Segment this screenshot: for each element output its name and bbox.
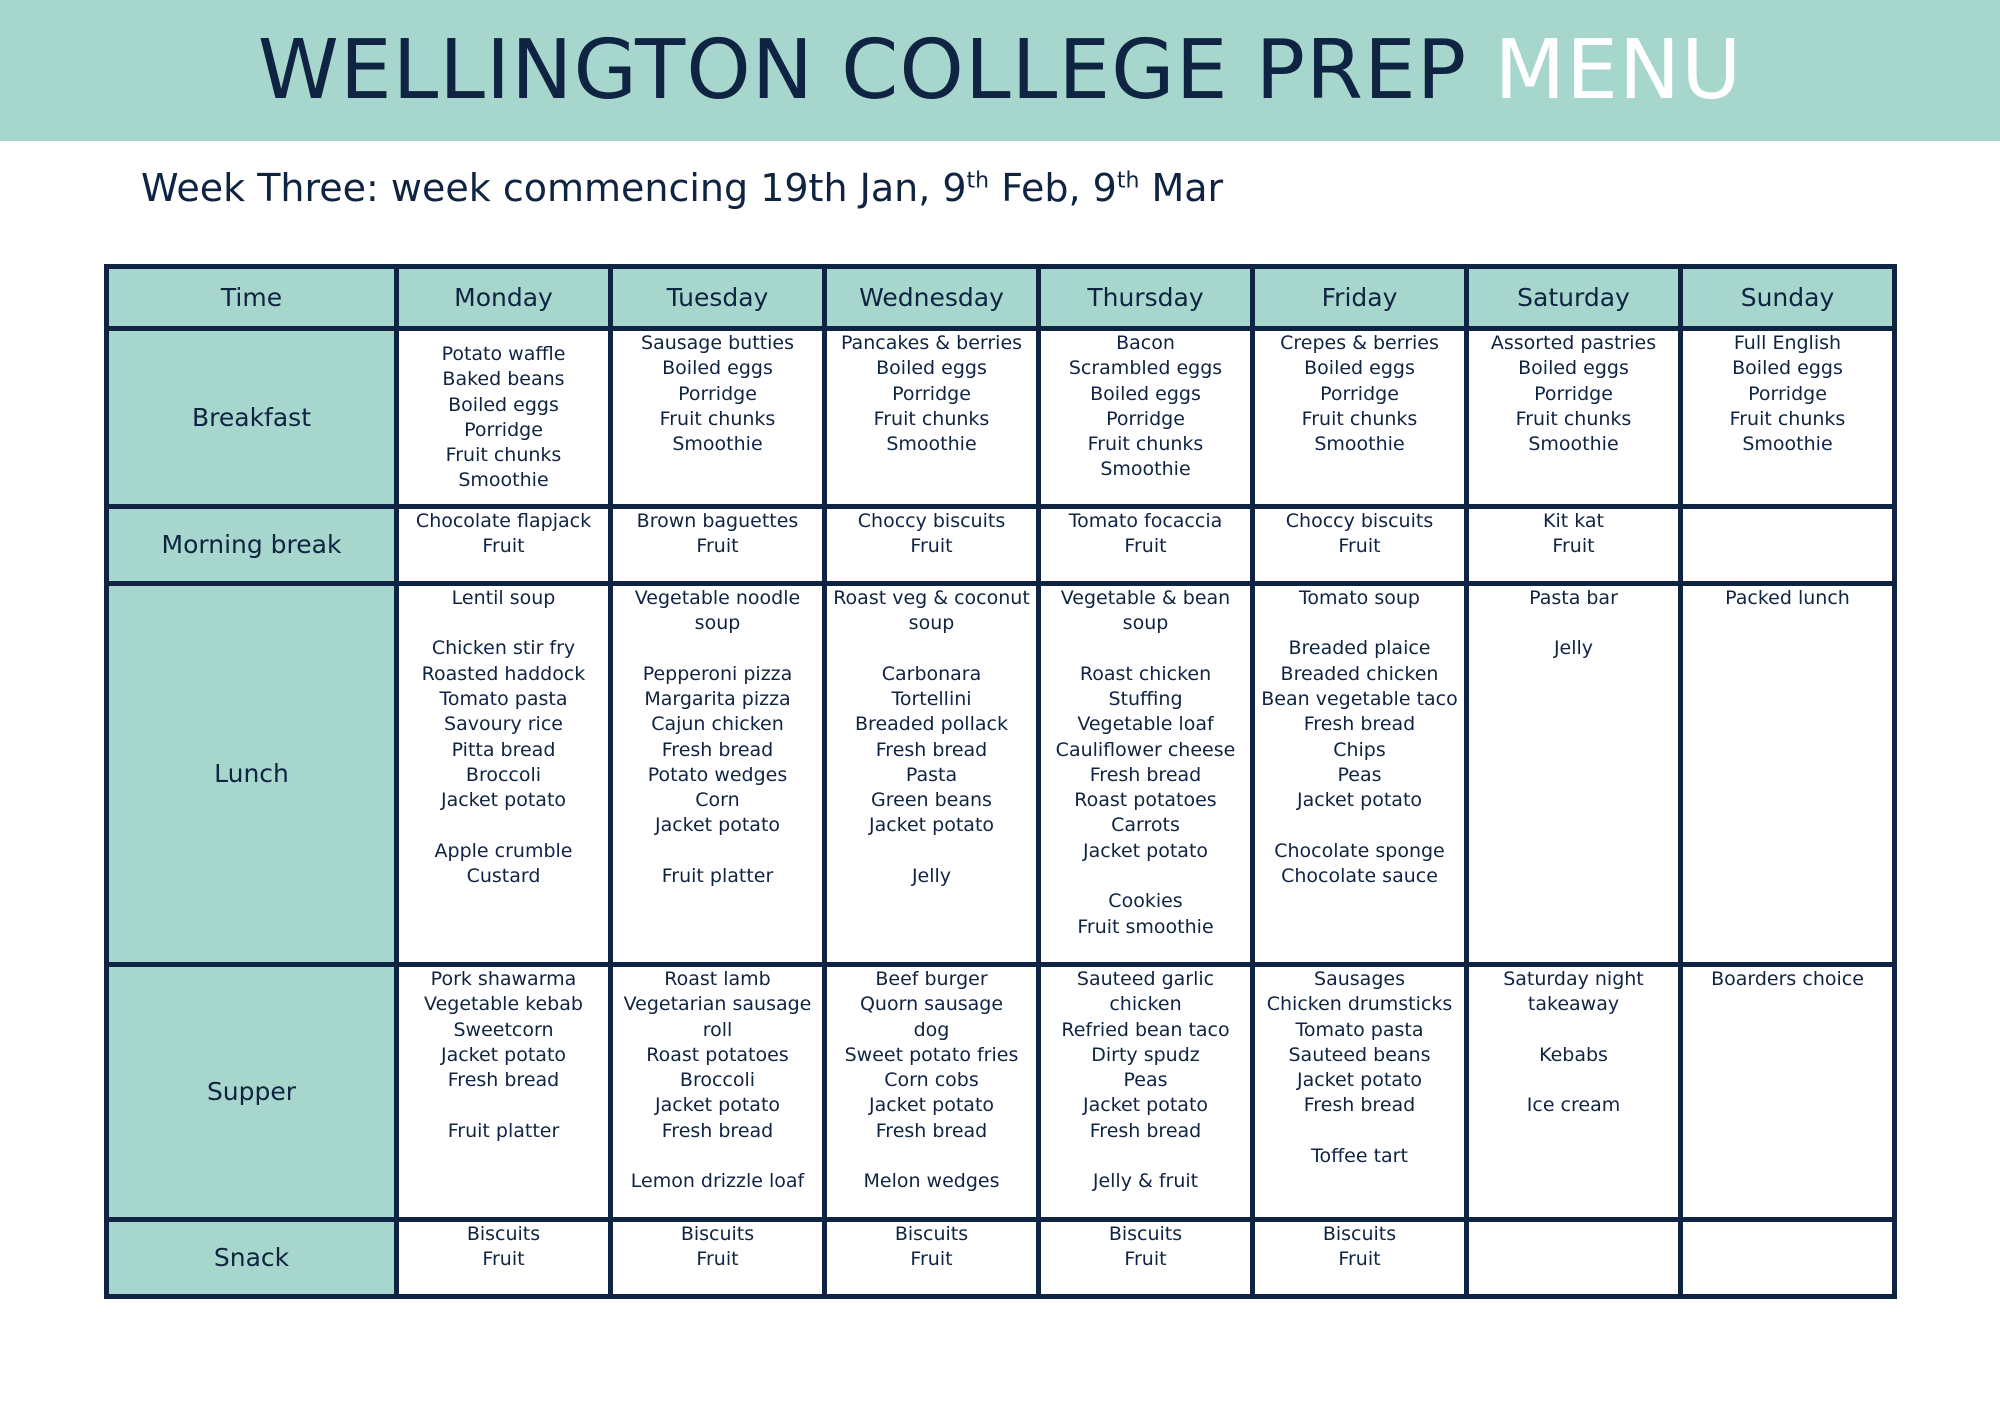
menu-item: Jacket potato	[440, 1043, 567, 1066]
menu-item: Breaded chicken	[1280, 662, 1439, 685]
spacer-line	[399, 611, 608, 636]
header-row	[107, 267, 1895, 329]
header-saturday: Saturday	[1467, 267, 1681, 329]
menu-item: Sweet potato fries	[844, 1043, 1019, 1066]
menu-item: Vegetable kebab	[424, 993, 583, 1016]
cell-lunch-monday	[397, 583, 611, 964]
menu-item: Biscuits	[1108, 1222, 1183, 1245]
menu-item: Pancakes & berries	[840, 332, 1023, 354]
subtitle-sup-1: th	[966, 168, 990, 194]
spacer-line	[827, 636, 1036, 661]
menu-item: Fruit	[696, 1248, 739, 1271]
menu-item: Jacket potato	[1082, 1094, 1209, 1117]
menu-item: Boiled eggs	[1090, 382, 1201, 405]
row-breakfast	[107, 329, 1895, 507]
cell-lunch-tuesday	[611, 583, 825, 964]
menu-item: Roasted haddock	[421, 662, 586, 685]
row-label-supper: Supper	[107, 964, 397, 1219]
spacer-line	[613, 839, 822, 864]
cell-snack-monday	[397, 1219, 611, 1296]
menu-item: Cookies	[1108, 890, 1183, 913]
cell-lunch-friday	[1253, 583, 1467, 964]
menu-item: Chocolate sauce	[1281, 865, 1438, 888]
menu-item: Fruit platter	[447, 1119, 560, 1142]
menu-item: Sausage butties	[641, 332, 794, 354]
menu-item: Kit kat	[1543, 509, 1604, 532]
menu-item: Scrambled eggs	[1068, 357, 1223, 380]
menu-item: Boiled eggs	[1518, 357, 1629, 380]
menu-item: Chips	[1333, 738, 1386, 761]
cell-snack-sunday	[1681, 1219, 1895, 1296]
menu-item: Roast chicken	[1079, 662, 1212, 685]
menu-item: Jacket potato	[868, 814, 995, 837]
row-supper	[107, 964, 1895, 1219]
menu-item: Smoothie	[672, 433, 763, 456]
title-banner	[0, 0, 2000, 141]
menu-item: Jacket potato	[440, 789, 567, 812]
menu-item: Kebabs	[1539, 1043, 1608, 1066]
cell-morning-break-tuesday	[611, 506, 825, 583]
menu-item: Lentil soup	[451, 586, 556, 609]
row-label-snack: Snack	[107, 1219, 397, 1296]
menu-item: Pepperoni pizza	[642, 662, 793, 685]
menu-item: Pasta	[905, 763, 958, 786]
menu-item: Roast veg & coconut	[833, 586, 1030, 609]
menu-item: Crepes & berries	[1280, 332, 1439, 354]
menu-item: Beef burger	[875, 967, 988, 990]
menu-item: Corn cobs	[884, 1069, 979, 1092]
menu-item: Biscuits	[1322, 1222, 1397, 1245]
menu-item: Fruit chunks	[1087, 433, 1204, 456]
cell-supper-wednesday	[825, 964, 1039, 1219]
cell-morning-break-sunday	[1681, 506, 1895, 583]
menu-item: Brown baguettes	[636, 509, 799, 532]
row-label-breakfast: Breakfast	[107, 329, 397, 507]
cell-morning-break-thursday	[1039, 506, 1253, 583]
menu-item: Fruit chunks	[1301, 407, 1418, 430]
cell-snack-tuesday	[611, 1219, 825, 1296]
menu-item: Stuffing	[1108, 687, 1183, 710]
menu-item: Roast potatoes	[646, 1043, 789, 1066]
cell-supper-tuesday	[611, 964, 825, 1219]
menu-item: Broccoli	[465, 763, 542, 786]
row-morning-break	[107, 506, 1895, 583]
menu-item: Fruit	[482, 534, 525, 557]
menu-item: Biscuits	[466, 1222, 541, 1245]
menu-item: Sweetcorn	[453, 1018, 554, 1041]
title-accent: MENU	[1494, 22, 1743, 118]
header-wednesday: Wednesday	[825, 267, 1039, 329]
menu-item: Savoury rice	[444, 713, 563, 736]
menu-item: Carbonara	[881, 662, 982, 685]
menu-item: Sauteed garlic	[1076, 967, 1215, 990]
cell-supper-sunday	[1681, 964, 1895, 1219]
spacer-line	[1255, 611, 1464, 636]
menu-item: Fruit	[1552, 534, 1595, 557]
menu-item: Porridge	[464, 418, 543, 441]
spacer-line	[1469, 1018, 1678, 1043]
menu-item: Tomato pasta	[1295, 1018, 1424, 1041]
cell-lunch-sunday	[1681, 583, 1895, 964]
spacer-line	[827, 1144, 1036, 1169]
menu-item: Breaded pollack	[855, 713, 1008, 736]
menu-item: Boiled eggs	[1732, 357, 1843, 380]
cell-breakfast-friday	[1253, 329, 1467, 507]
menu-item: Biscuits	[894, 1222, 969, 1245]
menu-item: takeaway	[1527, 993, 1620, 1016]
menu-item: Fruit chunks	[1729, 407, 1846, 430]
header-time: Time	[107, 267, 397, 329]
menu-item: Fruit chunks	[445, 444, 562, 467]
menu-item: Chocolate sponge	[1274, 839, 1445, 862]
subtitle-prefix: Week Three: week commencing 19th Jan, 9	[141, 166, 967, 210]
menu-item: Potato wedges	[647, 763, 788, 786]
header-friday: Friday	[1253, 267, 1467, 329]
menu-item: Porridge	[892, 382, 971, 405]
menu-item: Cauliflower cheese	[1055, 738, 1236, 761]
menu-item: chicken	[1109, 993, 1182, 1016]
menu-item: Roast lamb	[664, 967, 771, 990]
cell-snack-friday	[1253, 1219, 1467, 1296]
menu-item: Fresh bread	[1089, 763, 1202, 786]
cell-morning-break-friday	[1253, 506, 1467, 583]
spacer-line	[399, 1093, 608, 1118]
menu-item: Fresh bread	[1089, 1119, 1202, 1142]
menu-item: Peas	[1337, 763, 1382, 786]
menu-item: Toffee tart	[1311, 1145, 1408, 1168]
menu-item: Fruit chunks	[1515, 407, 1632, 430]
menu-item: Choccy biscuits	[857, 509, 1006, 532]
row-label-morning-break: Morning break	[107, 506, 397, 583]
cell-lunch-saturday	[1467, 583, 1681, 964]
cell-morning-break-wednesday	[825, 506, 1039, 583]
menu-item: Boiled eggs	[662, 357, 773, 380]
subtitle-mid: Feb, 9	[989, 166, 1117, 210]
menu-item: Bean vegetable taco	[1261, 687, 1458, 710]
spacer-line	[1255, 1119, 1464, 1144]
menu-item: Porridge	[678, 382, 757, 405]
menu-item: Sauteed beans	[1288, 1043, 1431, 1066]
menu-item: Tomato pasta	[439, 687, 568, 710]
week-subtitle	[141, 166, 1223, 210]
header-sunday: Sunday	[1681, 267, 1895, 329]
menu-item: Apple crumble	[434, 839, 573, 862]
menu-item: soup	[908, 612, 955, 635]
menu-item: roll	[702, 1018, 733, 1041]
cell-snack-thursday	[1039, 1219, 1253, 1296]
menu-item: Fruit	[1338, 1248, 1381, 1271]
menu-item: Potato waffle	[441, 343, 566, 365]
menu-item: Jelly	[911, 865, 952, 888]
menu-item: Fresh bread	[875, 738, 988, 761]
menu-item: Boiled eggs	[448, 393, 559, 416]
menu-item: Jacket potato	[654, 1094, 781, 1117]
row-label-lunch: Lunch	[107, 583, 397, 964]
menu-item: Fruit	[910, 534, 953, 557]
menu-item: Vegetable & bean	[1060, 586, 1231, 609]
menu-item: Full English	[1733, 332, 1842, 354]
menu-item: Tortellini	[891, 687, 972, 710]
cell-breakfast-tuesday	[611, 329, 825, 507]
menu-item: Smoothie	[1742, 433, 1833, 456]
menu-item: Jacket potato	[1296, 789, 1423, 812]
row-lunch	[107, 583, 1895, 964]
menu-item: Custard	[466, 865, 541, 888]
menu-item: Baked beans	[442, 368, 565, 391]
spacer-line	[1255, 813, 1464, 838]
spacer-line	[1041, 1144, 1250, 1169]
menu-item: Chicken stir fry	[431, 637, 576, 660]
menu-item: Pork shawarma	[430, 967, 577, 990]
menu-item: Vegetable noodle	[634, 586, 801, 609]
menu-item: Green beans	[871, 789, 992, 812]
cell-lunch-wednesday	[825, 583, 1039, 964]
menu-item: Dirty spudz	[1091, 1043, 1200, 1066]
cell-breakfast-saturday	[1467, 329, 1681, 507]
page-title	[257, 22, 1743, 118]
menu-item: Fruit chunks	[873, 407, 990, 430]
spacer-line	[827, 839, 1036, 864]
menu-item: Quorn sausage	[859, 993, 1004, 1016]
spacer-line	[1041, 864, 1250, 889]
cell-supper-thursday	[1039, 964, 1253, 1219]
menu-item: Jacket potato	[1082, 839, 1209, 862]
menu-item: Bacon	[1116, 332, 1175, 354]
subtitle-sup-2: th	[1116, 168, 1140, 194]
menu-item: Jacket potato	[1296, 1069, 1423, 1092]
menu-item: Margarita pizza	[644, 687, 791, 710]
menu-item: Melon wedges	[863, 1170, 1000, 1193]
menu-item: soup	[1122, 612, 1169, 635]
menu-item: soup	[694, 612, 741, 635]
menu-table	[104, 264, 1897, 1299]
menu-item: Fruit	[1124, 1248, 1167, 1271]
cell-morning-break-saturday	[1467, 506, 1681, 583]
cell-supper-saturday	[1467, 964, 1681, 1219]
menu-item: Cajun chicken	[651, 713, 784, 736]
cell-snack-wednesday	[825, 1219, 1039, 1296]
menu-item: Smoothie	[886, 433, 977, 456]
cell-breakfast-wednesday	[825, 329, 1039, 507]
spacer-line	[399, 813, 608, 838]
menu-item: Tomato focaccia	[1068, 509, 1223, 532]
menu-item: Carrots	[1111, 814, 1180, 837]
spacer-line	[1469, 1068, 1678, 1093]
subtitle-suffix: Mar	[1139, 166, 1224, 210]
menu-item: Fresh bread	[1303, 1094, 1416, 1117]
menu-item: Porridge	[1534, 382, 1613, 405]
cell-breakfast-monday	[397, 329, 611, 507]
header-tuesday: Tuesday	[611, 267, 825, 329]
header-thursday: Thursday	[1039, 267, 1253, 329]
menu-item: Chocolate flapjack	[415, 509, 592, 532]
menu-item: Porridge	[1106, 407, 1185, 430]
menu-item: Choccy biscuits	[1285, 509, 1434, 532]
menu-item: Fruit platter	[661, 865, 774, 888]
menu-item: Jelly	[1553, 637, 1594, 660]
menu-item: Fresh bread	[661, 738, 774, 761]
menu-item: Fresh bread	[661, 1119, 774, 1142]
menu-item: Jelly & fruit	[1092, 1170, 1199, 1193]
menu-item: Broccoli	[679, 1069, 756, 1092]
spacer-line	[1469, 611, 1678, 636]
menu-item: Fruit smoothie	[1077, 915, 1214, 938]
menu-item: Tomato soup	[1299, 586, 1420, 609]
menu-item: Boarders choice	[1711, 967, 1864, 990]
menu-item: Chicken drumsticks	[1266, 993, 1453, 1016]
cell-supper-friday	[1253, 964, 1467, 1219]
row-snack	[107, 1219, 1895, 1296]
menu-item: Fresh bread	[447, 1069, 560, 1092]
menu-item: Packed lunch	[1725, 586, 1850, 609]
menu-item: Fruit	[696, 534, 739, 557]
menu-item: Roast potatoes	[1074, 789, 1217, 812]
menu-item: Biscuits	[680, 1222, 755, 1245]
menu-item: Boiled eggs	[1304, 357, 1415, 380]
spacer-line	[1041, 636, 1250, 661]
menu-item: Pitta bread	[451, 738, 556, 761]
menu-item: Lemon drizzle loaf	[630, 1170, 805, 1193]
menu-item: Boiled eggs	[876, 357, 987, 380]
menu-item: Pasta bar	[1529, 586, 1618, 609]
menu-item: Assorted pastries	[1490, 332, 1657, 354]
menu-item: Saturday night	[1503, 967, 1644, 990]
spacer-line	[613, 1144, 822, 1169]
menu-item: Porridge	[1748, 382, 1827, 405]
menu-item: Vegetarian sausage	[623, 993, 812, 1016]
menu-item: dog	[913, 1018, 950, 1041]
menu-item: Smoothie	[1314, 433, 1405, 456]
menu-item: Breaded plaice	[1288, 637, 1431, 660]
menu-item: Corn	[695, 789, 740, 812]
menu-item: Porridge	[1320, 382, 1399, 405]
cell-lunch-thursday	[1039, 583, 1253, 964]
menu-item: Ice cream	[1526, 1094, 1621, 1117]
cell-morning-break-monday	[397, 506, 611, 583]
menu-item: Fruit chunks	[659, 407, 776, 430]
menu-item: Fresh bread	[1303, 713, 1416, 736]
menu-item: Jacket potato	[868, 1094, 995, 1117]
menu-item: Sausages	[1314, 967, 1405, 990]
menu-item: Fruit	[910, 1248, 953, 1271]
menu-item: Jacket potato	[654, 814, 781, 837]
menu-item: Smoothie	[1528, 433, 1619, 456]
cell-breakfast-thursday	[1039, 329, 1253, 507]
menu-item: Smoothie	[458, 469, 549, 492]
menu-item: Fruit	[1124, 534, 1167, 557]
title-main: WELLINGTON COLLEGE PREP	[257, 22, 1468, 118]
menu-item: Refried bean taco	[1061, 1018, 1230, 1041]
cell-supper-monday	[397, 964, 611, 1219]
menu-item: Fresh bread	[875, 1119, 988, 1142]
header-monday: Monday	[397, 267, 611, 329]
menu-item: Fruit	[482, 1248, 525, 1271]
menu-item: Vegetable loaf	[1077, 713, 1214, 736]
cell-snack-saturday	[1467, 1219, 1681, 1296]
spacer-line	[613, 636, 822, 661]
menu-item: Smoothie	[1100, 458, 1191, 481]
cell-breakfast-sunday	[1681, 329, 1895, 507]
menu-item: Peas	[1123, 1069, 1168, 1092]
menu-item: Fruit	[1338, 534, 1381, 557]
